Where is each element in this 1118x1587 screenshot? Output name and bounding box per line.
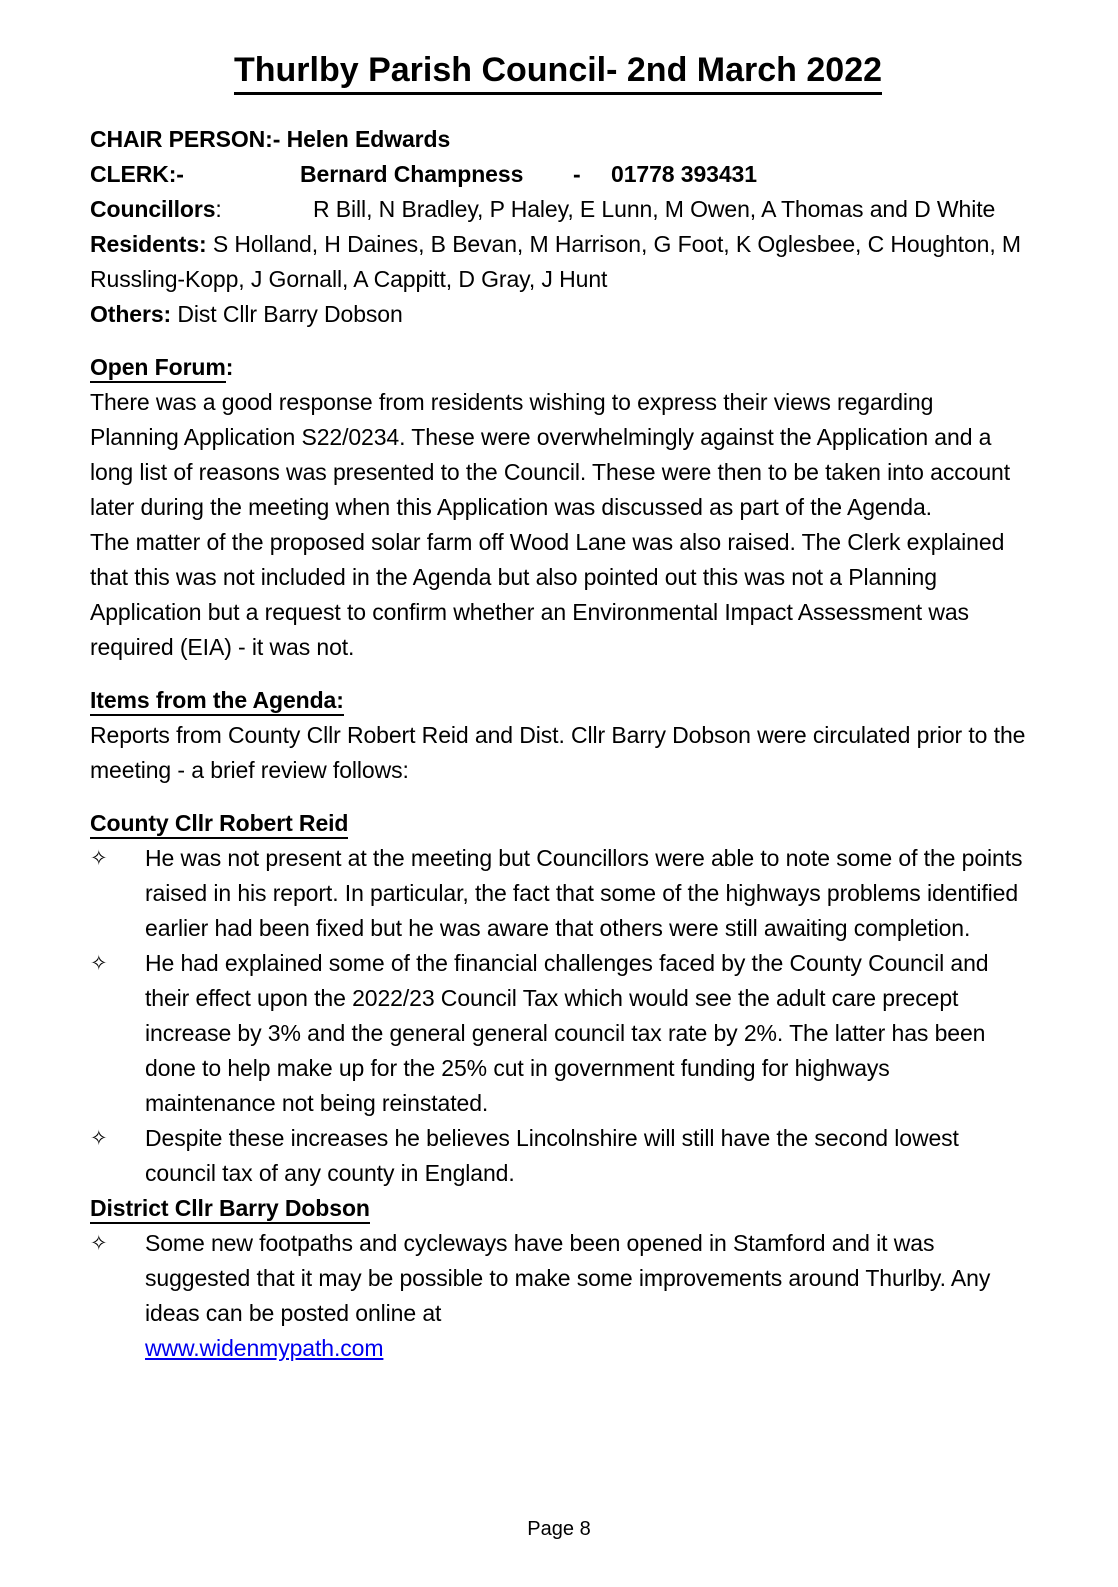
diamond-bullet-icon: ✧ xyxy=(90,951,108,975)
attendance-header xyxy=(90,122,1026,332)
list-item xyxy=(90,946,1026,1121)
bullet-text xyxy=(145,1226,1026,1366)
open-forum-paragraph-2: The matter of the proposed solar farm off Wood Lane was also raised. The Clerk explained that this was not included in the Agenda but also pointed out this was not a Planning Application but a request to confirm whether an Environmental Impact Assessment was required (EIA) - it was not. xyxy=(90,529,1005,660)
diamond-bullet-icon: ✧ xyxy=(90,846,108,870)
widenmypath-link[interactable]: www.widenmypath.com xyxy=(145,1335,384,1361)
diamond-bullet-icon: ✧ xyxy=(90,1231,108,1255)
page-number: Page 8 xyxy=(527,1518,591,1540)
clerk-phone: 01778 393431 xyxy=(611,161,757,187)
residents-names: S Holland, H Daines, B Bevan, M Harrison, G Foot, K Oglesbee, C Houghton, M Russling-Kopp, J Gornall, A Cappitt, D Gray, J Hunt xyxy=(90,231,1021,292)
bullet-text: Despite these increases he believes Lincolnshire will still have the second lowest council tax of any county in England. xyxy=(145,1125,959,1186)
residents-line xyxy=(90,227,1026,297)
councillors-label: Councillors: xyxy=(90,196,222,222)
clerk-name: Bernard Champness xyxy=(300,161,524,187)
clerk-label: CLERK:- xyxy=(90,161,184,187)
open-forum-paragraph-1: There was a good response from residents wishing to express their views regarding Planning Application S22/0234. These were overwhelmingly against the Application and a long list of reasons was presented to the Council. These were then to be taken into account later during the meeting when this Application was discussed as part of the Agenda. xyxy=(90,389,1010,520)
others-label: Others: xyxy=(90,301,172,327)
chair-person-line xyxy=(90,122,1026,157)
list-item xyxy=(90,841,1026,946)
diamond-bullet-icon: ✧ xyxy=(90,1126,108,1150)
page-title xyxy=(90,48,1026,92)
district-bullet-text: Some new footpaths and cycleways have been opened in Stamford and it was suggested that it may be possible to make some improvements around Thurlby. Any ideas can be posted online at xyxy=(145,1230,991,1326)
bullet-text: He had explained some of the financial challenges faced by the County Council and their effect upon the 2022/23 Council Tax which would see the adult care precept increase by 3% and the general general council tax rate by 2%. The latter has been done to help make up for the 25% cut in government funding for highways maintenance not being reinstated. xyxy=(145,950,989,1116)
district-cllr-heading: District Cllr Barry Dobson xyxy=(90,1191,1026,1226)
councillors-line xyxy=(90,192,1026,227)
chair-person-name: Helen Edwards xyxy=(286,126,451,152)
chair-person-label: CHAIR PERSON:- xyxy=(90,126,281,152)
district-cllr-bullet-list xyxy=(90,1226,1026,1366)
clerk-line xyxy=(90,157,1026,192)
list-item xyxy=(90,1226,1026,1366)
residents-label: Residents: xyxy=(90,231,207,257)
open-forum-heading: Open Forum: xyxy=(90,350,1026,385)
page-title-text: Thurlby Parish Council- 2nd March 2022 xyxy=(234,51,882,95)
bullet-text: He was not present at the meeting but Councillors were able to note some of the points raised in his report. In particular, the fact that some of the highways problems identified earlier had been fixed but he was aware that others were still awaiting completion. xyxy=(145,845,1023,941)
county-cllr-heading: County Cllr Robert Reid xyxy=(90,806,1026,841)
agenda-heading: Items from the Agenda: xyxy=(90,683,1026,718)
clerk-separator: - xyxy=(573,161,581,187)
others-line xyxy=(90,297,1026,332)
agenda-intro: Reports from County Cllr Robert Reid and Dist. Cllr Barry Dobson were circulated prior to the meeting - a brief review follows: xyxy=(90,722,1026,783)
others-names: Dist Cllr Barry Dobson xyxy=(171,301,403,327)
list-item xyxy=(90,1121,1026,1191)
councillors-names: R Bill, N Bradley, P Haley, E Lunn, M Owen, A Thomas and D White xyxy=(313,196,996,222)
county-cllr-bullet-list xyxy=(90,841,1026,1191)
